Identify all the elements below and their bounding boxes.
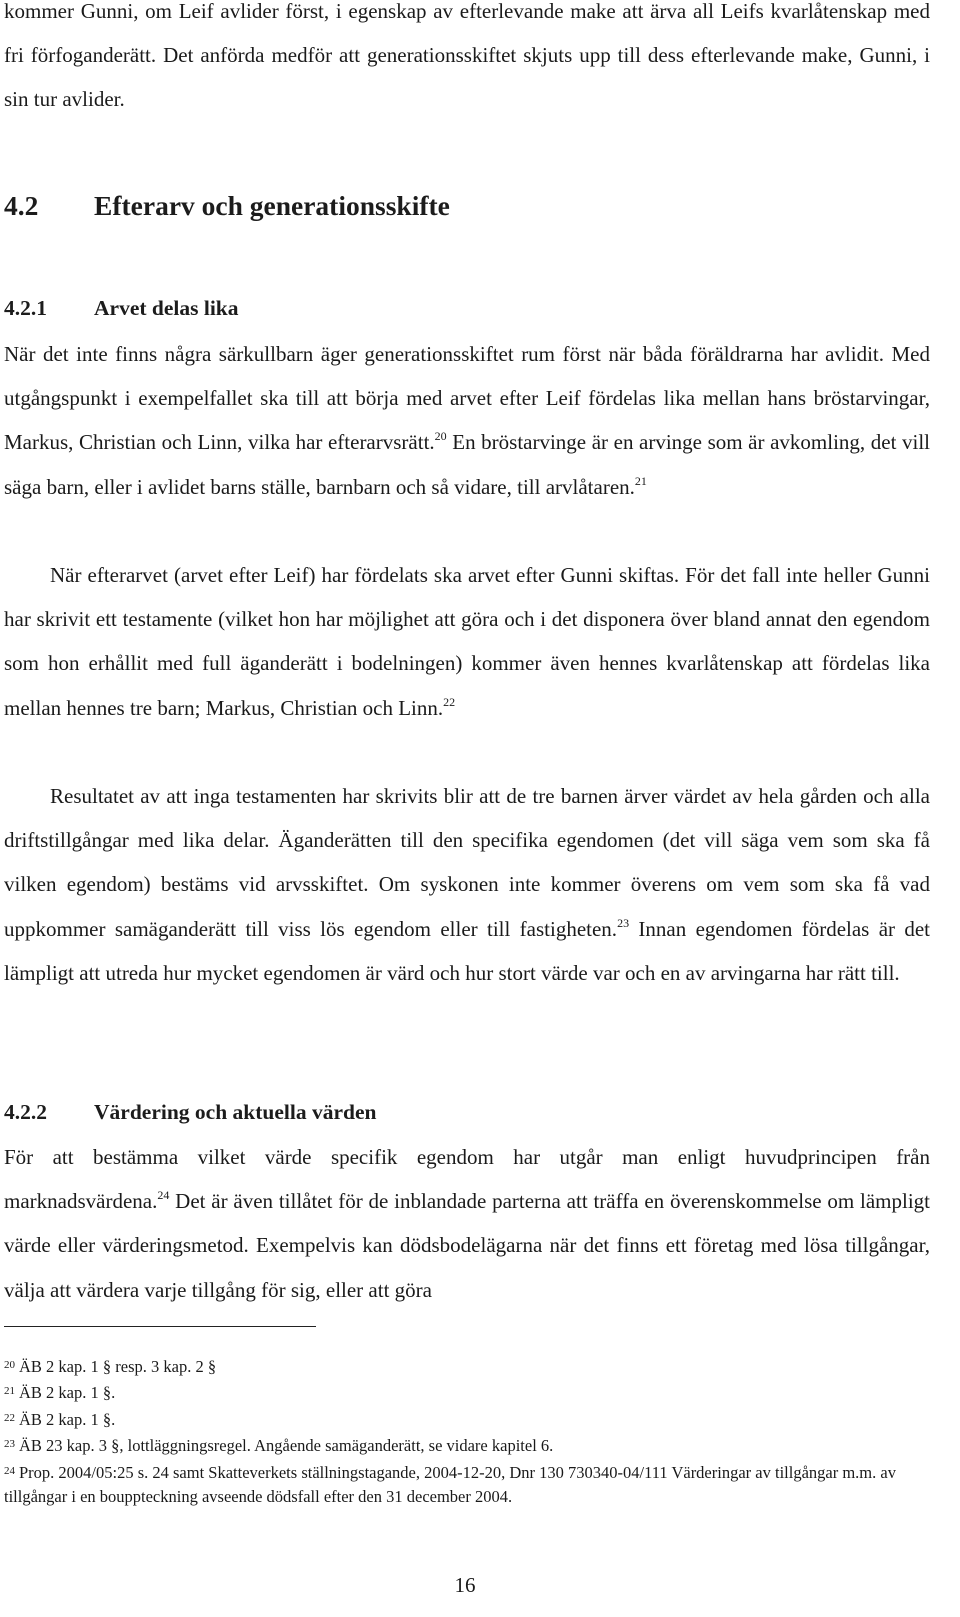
section-heading-4-2 [4,186,450,226]
footnote-ref-22[interactable]: 22 [443,694,456,709]
footnote-20 [4,1353,914,1379]
paragraph-text: Resultatet av att inga testamenten har skrivits blir att de tre barnen ärver värdet av hela gården och alla driftstillgångar med lika delar. Äganderätten till den specifika egendomen (det vill säga vem som ska få vilken egendom) bestäms vid arvsskiftet. Om syskonen inte kommer överens om vem som ska få vad uppkommer samäganderätt till viss lös egendom eller till fastigheten. [4,784,930,941]
footnote-24 [4,1459,914,1510]
footnote-number: 22 [4,1411,15,1424]
section-title: Efterarv och generationsskifte [94,190,450,221]
subsection-heading-4-2-1 [4,293,239,323]
footnote-number: 23 [4,1438,15,1451]
section-sign: § [102,1383,112,1403]
paragraph-intro: kommer Gunni, om Leif avlider först, i egenskap av efterlevande make att ärva all Leifs kvarlåtenskap med fri förfoganderätt. Det anförda medför att generationsskiftet skjuts upp till dess efterlevande make, Gunni, i sin tur avlider. [4,0,930,112]
footnote-text: . [111,1383,116,1403]
footnote-text: resp. 3 kap. 2 [111,1357,208,1376]
section-sign: § [111,1436,120,1456]
footnote-text: Prop. 2004/05:25 s. 24 samt Skatteverkets ställningstagande, 2004-12-20, Dnr 130 730340-04/111 Värderingar av tillgångar m.m. av tillgångar i en bouppteckning avseende dödsfall efter den 31 december 2004. [4,1462,896,1507]
paragraph-text: När det inte finns några särkullbarn äger generationsskiftet rum först när båda föräldrarna har avlidit. Med utgångspunkt i exempelfallet ska till att börja med arvet efter Leif fördelas lika mellan hans bröstarvingar, Markus, Christian och Linn, vilka har efterarvsrätt. [4,342,930,455]
paragraph-arvet-delas-lika [4,332,930,509]
subsection-title: Värdering och aktuella värden [94,1100,377,1124]
paragraph-text: En bröstarvinge är en arvinge som är avkomling, det vill säga barn, eller i avlidet barns ställe, barnbarn och så vidare, till arvlåtaren. [4,430,930,499]
paragraph-resultatet [4,774,930,995]
footnote-number: 20 [4,1359,15,1371]
footnotes [4,1353,914,1509]
footnote-ref-24[interactable]: 24 [157,1188,170,1203]
page-number: 16 [454,1573,476,1597]
footnote-text: ÄB 2 kap. 1 [19,1383,103,1403]
paragraph-efterarvet [4,553,930,730]
footnote-21 [4,1379,914,1405]
section-sign: § [102,1409,112,1429]
footnote-number: 21 [4,1385,15,1398]
paragraph-text: När efterarvet (arvet efter Leif) har fördelats ska arvet efter Gunni skiftas. För det fall inte heller Gunni har skrivit ett testamente (vilket hon har möjlighet att göra och i det disponera över bland annat den egendom som hon erhållit med full äganderätt i bodelningen) kommer även hennes kvarlåtenskap att fördelas lika mellan hennes tre barn; Markus, Christian och Linn. [4,563,930,720]
subsection-heading-4-2-2 [4,1097,376,1127]
footnote-separator [4,1326,316,1327]
subsection-number: 4.2.1 [4,296,47,320]
footnote-text: . [111,1409,116,1429]
footnote-ref-20[interactable]: 20 [434,429,447,444]
paragraph-text: Det är även tillåtet för de inblandade parterna att träffa en överenskommelse om lämpligt värde eller värderingsmetod. Exempelvis kan dödsbodelägarna när det finns ett företag med lösa tillgångar, välja att värdera varje tillgång för sig, eller att göra [4,1189,930,1302]
footnote-22 [4,1406,914,1432]
footnote-text: ÄB 23 kap. 3 [19,1436,112,1456]
paragraph-vardering [4,1135,930,1312]
footnote-ref-21[interactable]: 21 [634,473,647,488]
section-sign: § [207,1357,217,1376]
paragraph-text: Innan egendomen fördelas är det lämpligt att utreda hur mycket egendomen är värd och hur stort värde var och en av arvingarna har rätt till. [4,916,931,985]
footnote-text: , lottläggningsregel. Angående samäganderätt, se vidare kapitel 6. [119,1436,554,1456]
section-number: 4.2 [4,190,39,221]
footnote-23 [4,1432,914,1458]
footnote-ref-23[interactable]: 23 [617,915,630,930]
footnote-text: ÄB 2 kap. 1 [19,1409,103,1429]
footnote-number: 24 [4,1464,15,1477]
paragraph-text: För att bestämma vilket värde specifik egendom har utgår man enligt huvudprincipen från marknadsvärdena. [4,1145,930,1214]
section-sign: § [102,1357,112,1376]
subsection-number: 4.2.2 [4,1100,47,1124]
footnote-text: ÄB 2 kap. 1 [19,1357,103,1376]
subsection-title: Arvet delas lika [94,296,239,320]
